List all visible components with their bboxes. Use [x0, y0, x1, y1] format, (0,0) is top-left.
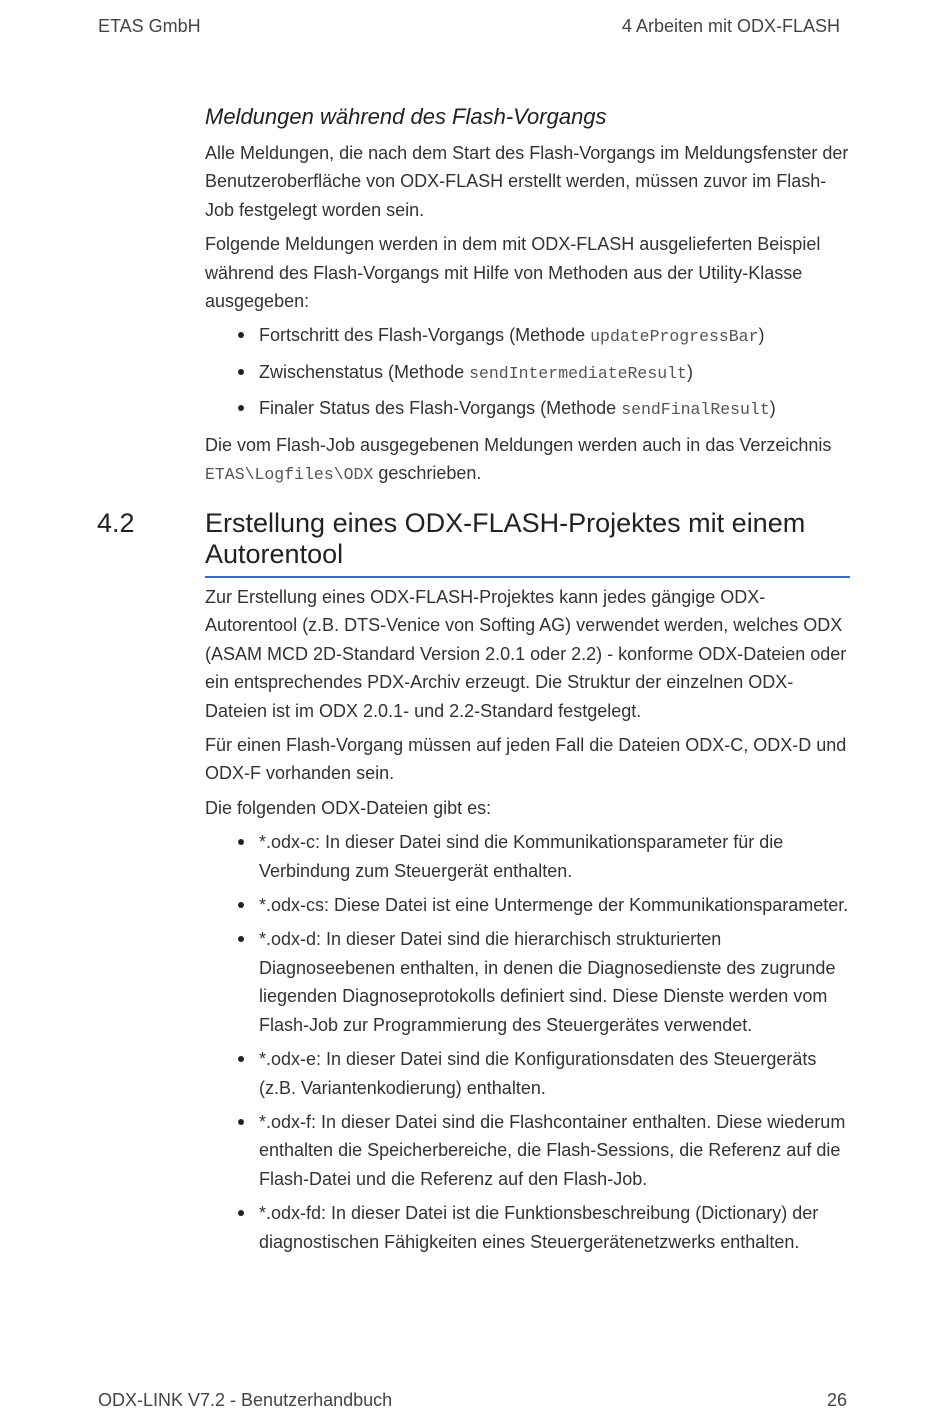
directory-path: ETAS\Logfiles\ODX — [205, 465, 374, 485]
paragraph: Alle Meldungen, die nach dem Start des Flash-Vorgangs im Meldungsfenster der Benutzeroberfläche von ODX-FLASH erstellt werden, müssen zuvor im Flash-Job festgelegt worden sein. — [205, 143, 849, 220]
header-chapter: 4 Arbeiten mit ODX-FLASH — [621, 16, 840, 36]
section-body — [205, 583, 853, 1256]
bullet-icon — [238, 405, 244, 411]
section-divider — [205, 576, 850, 578]
list-item: *.odx-c: In dieser Datei sind die Kommunikationsparameter für die Verbindung zum Steuergerät enthalten. — [205, 828, 853, 885]
bullet-icon — [238, 839, 244, 845]
paragraph: Folgende Meldungen werden in dem mit ODX-FLASH ausgelieferten Beispiel während des Flash-Vorgangs mit Hilfe von Methoden aus der Utility-Klasse ausgegeben: — [205, 234, 821, 312]
bullet-icon — [238, 332, 244, 338]
bullet-icon — [238, 1056, 244, 1062]
bullet-icon — [238, 369, 244, 375]
paragraph: Die folgenden ODX-Dateien gibt es: — [205, 797, 492, 818]
list-item: Zwischenstatus (Methode sendIntermediateResult) — [205, 358, 853, 388]
paragraph: Die vom Flash-Job ausgegebenen Meldungen werden auch in das Verzeichnis ETAS\Logfiles\ODX geschrieben. — [205, 434, 832, 485]
footer-manual-title: ODX-LINK V7.2 - Benutzerhandbuch — [98, 1390, 393, 1410]
page-number: 26 — [826, 1390, 847, 1410]
subsection-title: Meldungen während des Flash-Vorgangs — [205, 104, 607, 129]
bullet-icon — [238, 936, 244, 942]
bullet-icon — [238, 1210, 244, 1216]
subsection-body — [205, 139, 853, 489]
bullet-icon — [238, 902, 244, 908]
odx-file-list — [205, 828, 853, 1256]
list-item: *.odx-e: In dieser Datei sind die Konfigurationsdaten des Steuergeräts (z.B. Variantenkodierung) enthalten. — [205, 1045, 853, 1102]
paragraph: Für einen Flash-Vorgang müssen auf jeden Fall die Dateien ODX-C, ODX-D und ODX-F vorhanden sein. — [205, 735, 847, 784]
list-item: Finaler Status des Flash-Vorgangs (Methode sendFinalResult) — [205, 394, 853, 424]
paragraph: Zur Erstellung eines ODX-FLASH-Projektes kann jedes gängige ODX-Autorentool (z.B. DTS-Venice von Softing AG) verwendet werden, welches ODX (ASAM MCD 2D-Standard Version 2.0.1 oder 2.2) - konforme ODX-Dateien oder ein entsprechendes PDX-Archiv erzeugt. Die Struktur der einzelnen ODX-Dateien ist im ODX 2.0.1- und 2.2-Standard festgelegt. — [205, 587, 847, 721]
list-item: *.odx-fd: In dieser Datei ist die Funktionsbeschreibung (Dictionary) der diagnostischen Fähigkeiten eines Steuergerätenetzwerks enthalten. — [205, 1199, 853, 1256]
list-item: *.odx-d: In dieser Datei sind die hierarchisch strukturierten Diagnoseebenen enthalten, in denen die Diagnosedienste des zugrunde liegenden Diagnoseprotokolls definiert sind. Diese Dienste werden vom Flash-Job zur Programmierung des Steuergerätes verwendet. — [205, 925, 853, 1039]
method-list — [205, 321, 853, 424]
list-item: *.odx-cs: Diese Datei ist eine Untermenge der Kommunikationsparameter. — [205, 891, 853, 919]
section-title: Erstellung eines ODX-FLASH-Projektes mit einem Autorentool — [205, 508, 806, 569]
bullet-icon — [238, 1119, 244, 1125]
list-item: *.odx-f: In dieser Datei sind die Flashcontainer enthalten. Diese wiederum enthalten die Speicherbereiche, die Flash-Sessions, die Referenz auf die Flash-Datei und die Referenz auf den Flash-Job. — [205, 1108, 853, 1193]
list-item: Fortschritt des Flash-Vorgangs (Methode updateProgressBar) — [205, 321, 853, 351]
section-number: 4.2 — [97, 508, 135, 538]
header-company: ETAS GmbH — [98, 16, 201, 36]
